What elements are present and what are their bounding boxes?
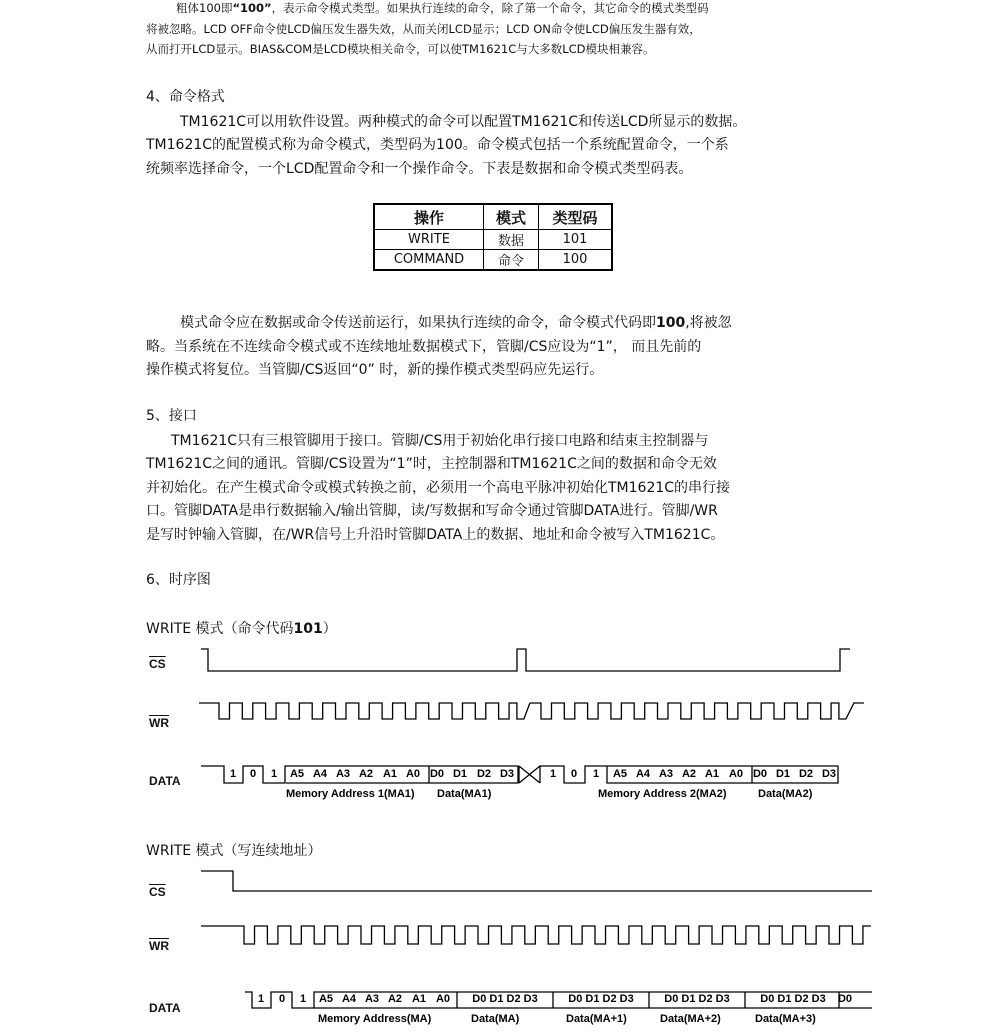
data-bit: 0 [249, 768, 257, 780]
data-bit: 1 [257, 993, 265, 1005]
para-mode-line3: 操作模式将复位。当管脚/CS返回“0” 时，新的操作模式类型码应先运行。 [146, 362, 604, 378]
cs-waveform [201, 871, 872, 891]
data-bit: A4 [341, 993, 357, 1005]
section4-line2: TM1621C的配置模式称为命令模式，类型码为100。命令模式包括一个系统配置命令，一个系 [146, 137, 729, 153]
memory-address-2-label: Memory Address 2(MA2) [598, 788, 727, 800]
data-group: D0 D1 D2 D3 [472, 993, 538, 1005]
diagram2-title: WRITE 模式（写连续地址） [146, 843, 322, 859]
data-ma1-label: Data(MA+1) [566, 1013, 627, 1025]
wr-waveform [199, 703, 864, 719]
data-bit: D1 [775, 768, 791, 780]
data-bit: A3 [335, 768, 351, 780]
table-header: 模式 [484, 204, 539, 230]
para-mode-line2: 略。当系统在不连续命令模式或不连续地址数据模式下，管脚/CS应设为“1”， 而且先前的 [146, 339, 702, 355]
data-bit: A4 [635, 768, 651, 780]
section6-heading: 6、时序图 [146, 572, 211, 588]
data-bit: 1 [549, 768, 557, 780]
data-bit: A4 [312, 768, 328, 780]
data-bit: A3 [658, 768, 674, 780]
data-bit: A2 [387, 993, 403, 1005]
data-group: D0 D1 D2 D3 [760, 993, 826, 1005]
data-bit: A0 [405, 768, 421, 780]
data-bit: 0 [570, 768, 578, 780]
data-bit: D0 [837, 993, 853, 1005]
section4-heading: 4、命令格式 [146, 89, 225, 105]
data-bit: A0 [435, 993, 451, 1005]
memory-address-1-label: Memory Address 1(MA1) [286, 788, 415, 800]
data-bit: D1 [452, 768, 468, 780]
wr-clock-burst [199, 703, 530, 719]
data-bit: D0 [752, 768, 768, 780]
data-bit: A1 [704, 768, 720, 780]
data-bit: A0 [728, 768, 744, 780]
data-ma2-label: Data(MA+2) [660, 1013, 721, 1025]
data-bit: A2 [681, 768, 697, 780]
data-group: D0 D1 D2 D3 [664, 993, 730, 1005]
data-bit: 0 [278, 993, 286, 1005]
table-cell: COMMAND [374, 250, 484, 271]
data-bit: D3 [499, 768, 515, 780]
data-bit: D0 [429, 768, 445, 780]
data-bit: A5 [612, 768, 628, 780]
table-cell: 命令 [484, 250, 539, 271]
data-ma3-label: Data(MA+3) [755, 1013, 816, 1025]
section5-heading: 5、接口 [146, 408, 197, 424]
data-signal-label: DATA [149, 774, 181, 788]
data-bit: A3 [364, 993, 380, 1005]
data-bit: A1 [411, 993, 427, 1005]
wr-clock-burst [530, 703, 864, 719]
para-top-line3: 从而打开LCD显示。BIAS&COM是LCD模块相关命令，可以使TM1621C与大多数LCD模块相兼容。 [146, 42, 655, 56]
para-top-line1: 粗体100即“100”，表示命令模式类型。如果执行连续的命令，除了第一个命令，其它命令的模式类型码 [176, 1, 709, 15]
cs-signal-label: $\overline{CS}$ [149, 885, 166, 899]
data-bit: D2 [798, 768, 814, 780]
diagram1-title: WRITE 模式（命令代码101） [146, 621, 337, 637]
data-bit: 1 [299, 993, 307, 1005]
data-ma2-label: Data(MA2) [758, 788, 813, 800]
section5-line1: TM1621C只有三根管脚用于接口。管脚/CS用于初始化串行接口电路和结束主控制器与 [171, 433, 709, 449]
table-cell: WRITE [374, 230, 484, 250]
data-bit: A5 [318, 993, 334, 1005]
data-bit: D2 [476, 768, 492, 780]
wr-waveform [201, 926, 871, 944]
section4-line1: TM1621C可以用软件设置。两种模式的命令可以配置TM1621C和传送LCD所显示的数据。 [180, 114, 747, 130]
section5-line5: 是写时钟输入管脚，在/WR信号上升沿时管脚DATA上的数据、地址和命令被写入TM1621C。 [146, 527, 725, 543]
data-bit: A1 [382, 768, 398, 780]
wr-clock-burst [201, 926, 871, 944]
data-bit: 1 [229, 768, 237, 780]
section5-line3: 并初始化。在产生模式命令或模式转换之前，必须用一个高电平脉冲初始化TM1621C的串行接 [146, 480, 731, 496]
table-cell: 数据 [484, 230, 539, 250]
section4-line3: 统频率选择命令，一个LCD配置命令和一个操作命令。下表是数据和命令模式类型码表。 [146, 161, 693, 177]
para-top-line2: 将被忽略。LCD OFF命令使LCD偏压发生器失效，从而关闭LCD显示；LCD ON命令使LCD偏压发生器有效， [146, 22, 701, 36]
section5-line2: TM1621C之间的通讯。管脚/CS设置为“1”时，主控制器和TM1621C之间的数据和命令无效 [146, 456, 717, 472]
data-bit: A2 [358, 768, 374, 780]
memory-address-label: Memory Address(MA) [318, 1013, 432, 1025]
data-bit: 1 [592, 768, 600, 780]
data-bit: 1 [270, 768, 278, 780]
table-header: 操作 [374, 204, 484, 230]
data-bit: D3 [821, 768, 837, 780]
data-ma-label: Data(MA) [471, 1013, 520, 1025]
table-cell: 100 [539, 250, 613, 271]
cs-waveform [201, 649, 850, 671]
section5-line4: 口。管脚DATA是串行数据输入/输出管脚，读/写数据和写命令通过管脚DATA进行。管脚/WR [146, 503, 718, 519]
data-bit: A5 [289, 768, 305, 780]
data-group: D0 D1 D2 D3 [568, 993, 634, 1005]
para-mode-line1: 模式命令应在数据或命令传送前运行，如果执行连续的命令，命令模式代码即100,将被忽 [180, 315, 732, 331]
wr-signal-label: $\overline{WR}$ [149, 716, 169, 730]
data-signal-label: DATA [149, 1001, 181, 1015]
data-ma1-label: Data(MA1) [437, 788, 492, 800]
wr-signal-label: $\overline{WR}$ [149, 939, 169, 953]
table-header: 类型码 [539, 204, 613, 230]
cs-signal-label: $\overline{CS}$ [149, 657, 166, 671]
table-cell: 101 [539, 230, 613, 250]
